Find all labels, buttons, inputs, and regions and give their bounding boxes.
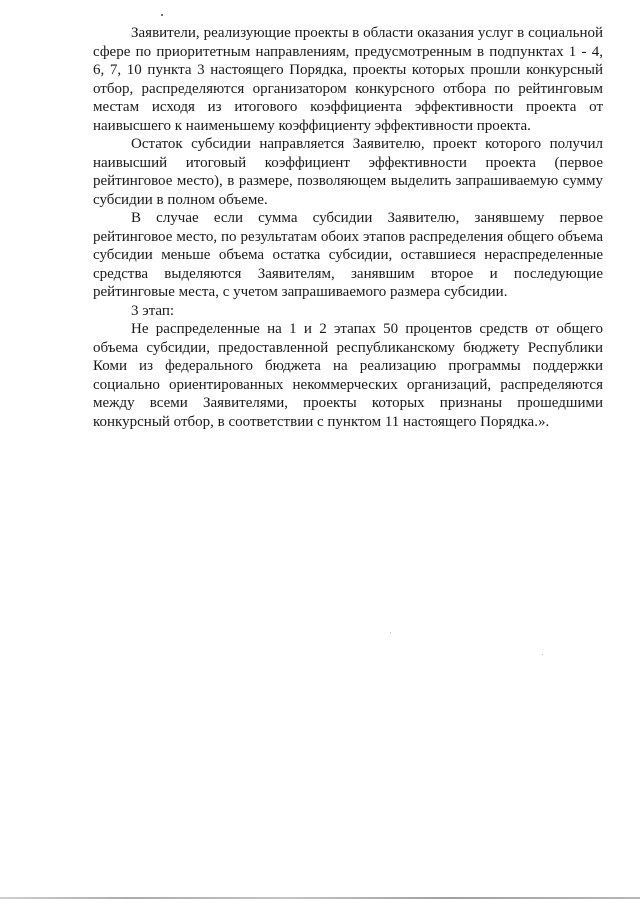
paragraph-subsidy-remainder: Остаток субсидии направляется Заявителю, проект которого получил наивысший итоговый коэффициент эффективности проекта (первое рейтинговое место), в размере, позволяющем выделить запрашиваемую сумму субсидии в полном объеме. (93, 136, 603, 208)
paragraph-remaining-funds: В случае если сумма субсидии Заявителю, занявшему первое рейтинговое место, по результатам обоих этапов распределения общего объема субсидии меньше объема остатка субсидии, оставшиеся нераспределенные средства выделяются Заявителям, занявшим второе и последующие рейтинговые места, с учетом запрашиваемого размера субсидии. (93, 210, 603, 300)
scan-bottom-edge (0, 897, 640, 899)
scan-speck (542, 654, 543, 655)
scan-speck (390, 632, 391, 633)
paragraph-final-distribution: Не распределенные на 1 и 2 этапах 50 процентов средств от общего объема субсидии, предоставленной республиканскому бюджету Республики Коми из федерального бюджета на реализацию программы поддержки социально ориентированных некоммерческих организаций, распределяются между всеми Заявителями, проекты которых признаны прошедшими конкурсный отбор, в соответствии с пунктом 11 настоящего Порядка.». (93, 321, 603, 430)
stage-label: 3 этап: (131, 302, 175, 319)
scan-speck (161, 14, 163, 16)
paragraph-applicants-ranking: Заявители, реализующие проекты в области оказания услуг в социальной сфере по приоритетным направлениям, предусмотренным в подпунктах 1 - 4, 6, 7, 10 пункта 3 настоящего Порядка, проекты которых прошли конкурсный отбор, распределяются организатором конкурсного отбора по рейтинговым местам исходя из итогового коэффициента эффективности проекта от наивысшего к наименьшему коэффициенту эффективности проекта. (93, 25, 603, 134)
document-body (93, 24, 603, 431)
